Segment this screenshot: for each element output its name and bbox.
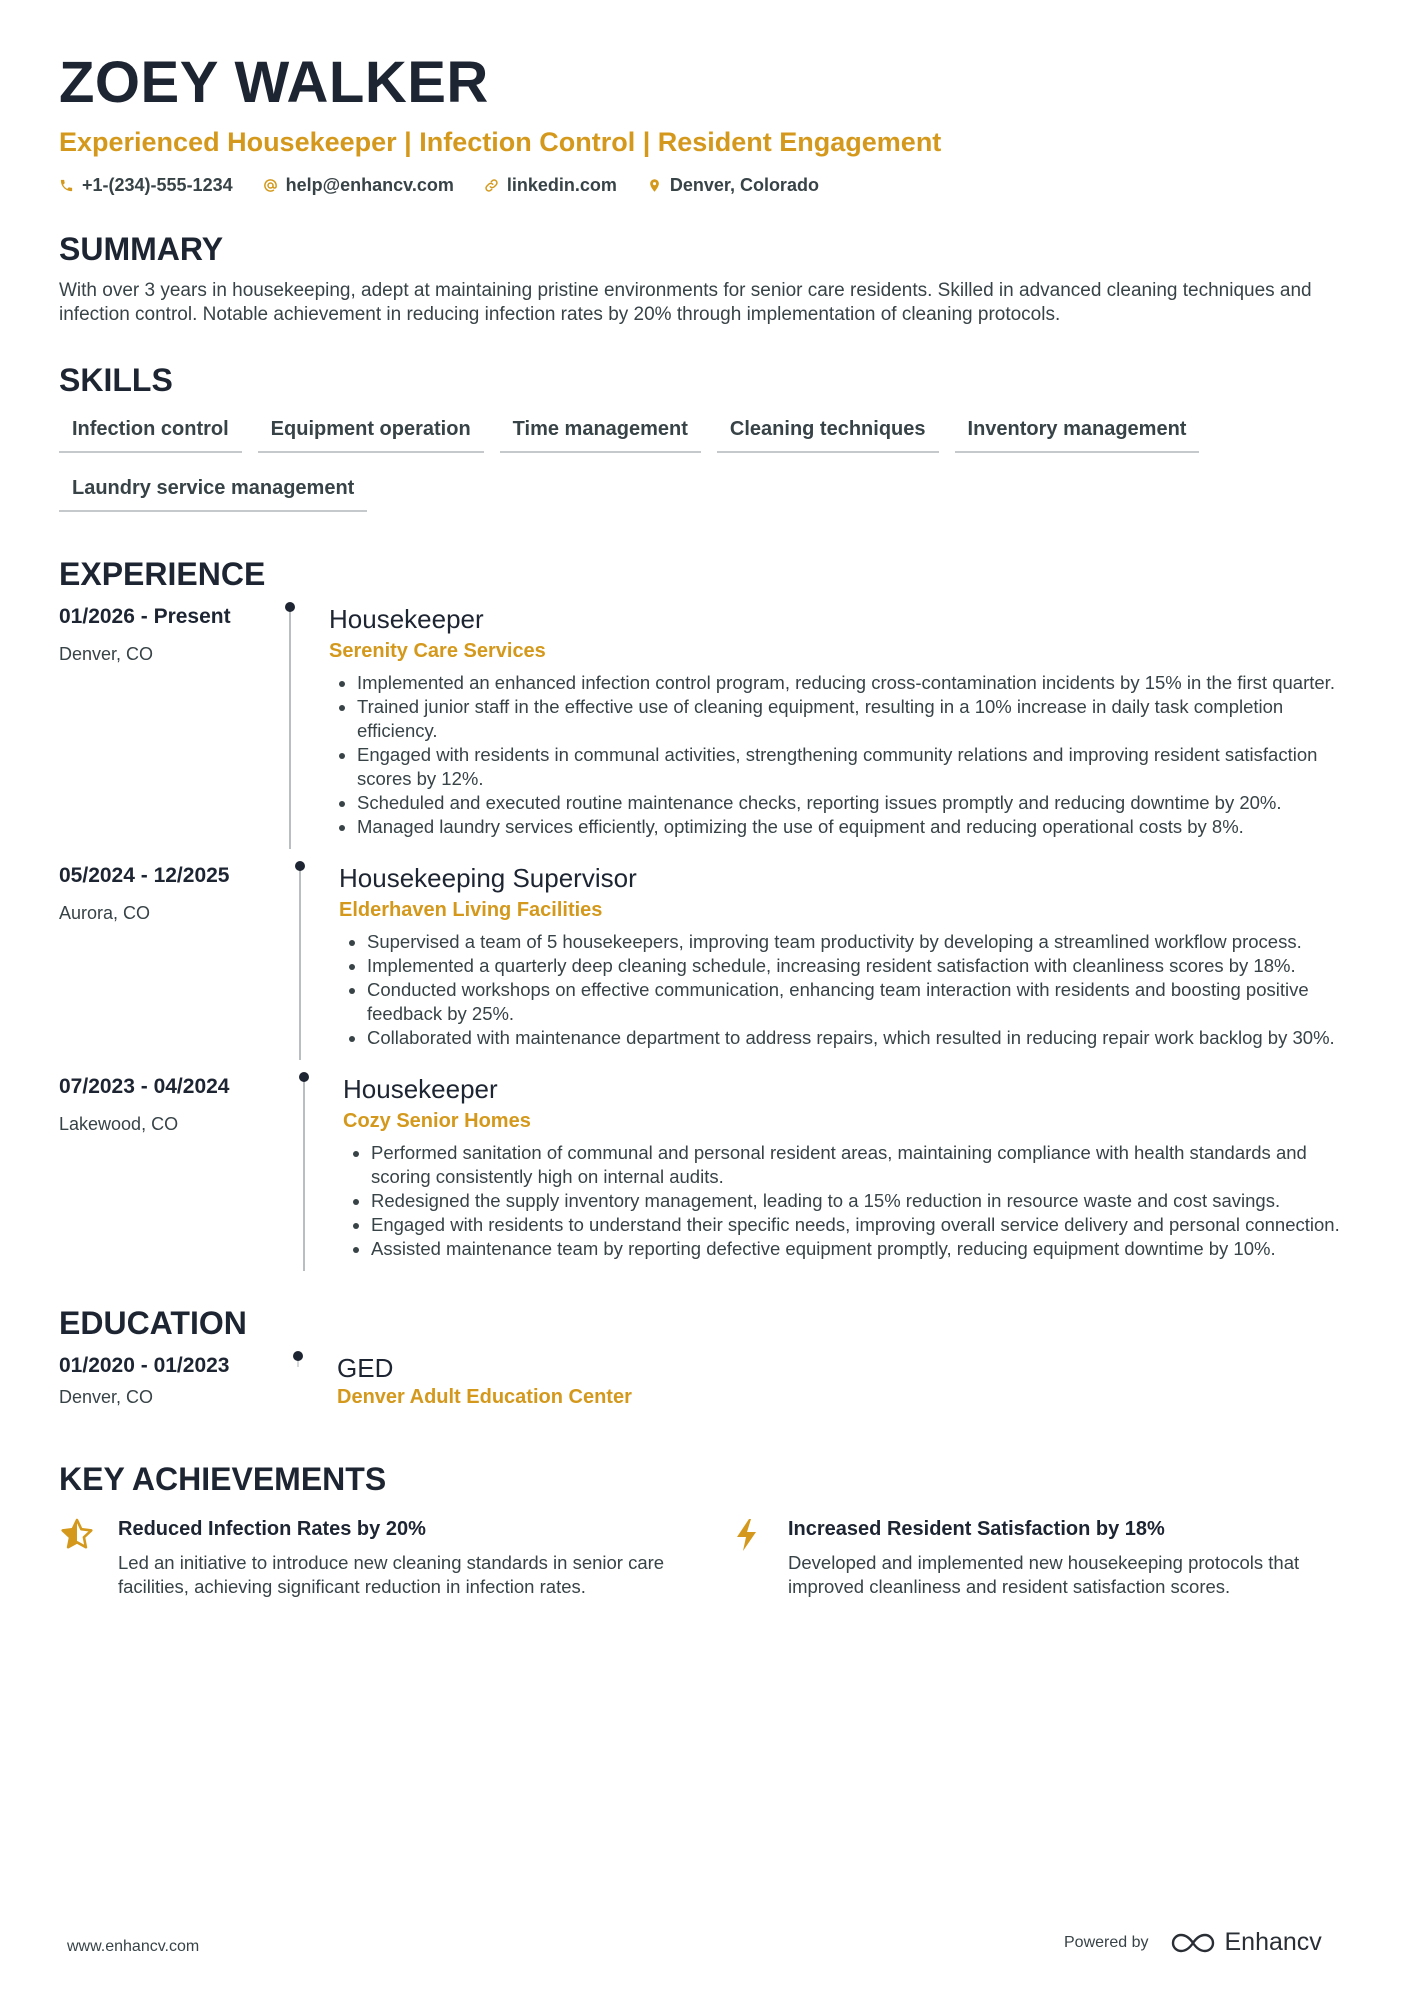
- bullet-item: • Scheduled and executed routine maintenance checks, reporting issues promptly and reducing downtime by 20%.: [357, 791, 1359, 815]
- powered-by-label: Powered by: [1064, 1933, 1149, 1951]
- experience-bullets: [329, 671, 1359, 839]
- phone-icon: [59, 178, 74, 193]
- experience-location: Aurora, CO: [59, 903, 151, 924]
- location-pin-icon: [647, 178, 662, 193]
- experience-meta: [59, 604, 289, 849]
- timeline-line: [299, 863, 301, 1060]
- achievement-title: Increased Resident Satisfaction by 18%: [788, 1518, 1165, 1541]
- skill-tag: Infection control: [59, 414, 242, 453]
- footer-website[interactable]: www.enhancv.com: [67, 1938, 200, 1955]
- achievement-description: Developed and implemented new housekeeping protocols that improved cleanliness and resident satisfaction scores.: [788, 1552, 1300, 1598]
- star-icon: [59, 1517, 95, 1553]
- contact-website[interactable]: [484, 175, 617, 196]
- achievement-icon-wrap: [59, 1517, 97, 1599]
- experience-role: Housekeeper: [329, 604, 484, 635]
- candidate-headline: Experienced Housekeeper | Infection Control | Resident Engagement: [59, 127, 942, 157]
- skill-tag: Inventory management: [955, 414, 1200, 453]
- experience-details: [305, 1074, 1359, 1271]
- achievements-heading: KEY ACHIEVEMENTS: [59, 1461, 387, 1498]
- experience-item: [59, 1074, 1359, 1271]
- email-text: help@enhancv.com: [285, 175, 454, 196]
- achievement-title: Reduced Infection Rates by 20%: [118, 1518, 426, 1541]
- experience-company: Elderhaven Living Facilities: [339, 899, 603, 922]
- experience-meta: [59, 1074, 289, 1271]
- contact-location: [647, 175, 819, 196]
- bullet-item: • Redesigned the supply inventory management, leading to a 15% reduction in resource waste and cost savings.: [371, 1189, 1359, 1213]
- lightning-icon: [729, 1517, 765, 1553]
- experience-role: Housekeeper: [343, 1074, 498, 1105]
- bullet-item: • Conducted workshops on effective communication, enhancing team interaction with residents and boosting positive feedback by 25%.: [367, 978, 1359, 1026]
- experience-location: Lakewood, CO: [59, 1114, 179, 1135]
- resume-page: [59, 40, 1359, 1599]
- summary-text: With over 3 years in housekeeping, adept at maintaining pristine environments for senior care residents. Skilled in advanced cleaning techniques and infection control. Notable achievement in reducing infection rates by 20% through implementation of cleaning protocols.: [59, 280, 1312, 326]
- experience-heading: EXPERIENCE: [59, 556, 266, 593]
- infinity-logo-icon: [1171, 1932, 1215, 1954]
- bullet-item: • Collaborated with maintenance department to address repairs, which resulted in reducing repair work backlog by 30%.: [367, 1026, 1359, 1050]
- achievement-icon-wrap: [729, 1517, 767, 1599]
- bullet-item: • Implemented an enhanced infection control program, reducing cross-contamination incidents by 15% in the first quarter.: [357, 671, 1359, 695]
- summary-heading: SUMMARY: [59, 231, 224, 268]
- education-degree: GED: [337, 1353, 394, 1384]
- education-details: [299, 1353, 1359, 1419]
- at-icon: [263, 178, 278, 193]
- experience-details: [301, 863, 1359, 1060]
- timeline-line: [297, 1353, 299, 1367]
- achievement-body: [118, 1517, 688, 1599]
- skill-tag: Time management: [500, 414, 701, 453]
- education-heading: EDUCATION: [59, 1305, 247, 1342]
- experience-meta: [59, 863, 289, 1060]
- experience-company: Cozy Senior Homes: [343, 1110, 531, 1133]
- achievement-item: [59, 1517, 689, 1599]
- bullet-item: • Trained junior staff in the effective use of cleaning equipment, resulting in a 10% increase in daily task completion efficiency.: [357, 695, 1359, 743]
- location-text: Denver, Colorado: [669, 175, 819, 196]
- experience-bullets: [339, 930, 1359, 1050]
- experience-location: Denver, CO: [59, 644, 154, 665]
- website-text: linkedin.com: [506, 175, 617, 196]
- skills-heading: SKILLS: [59, 362, 173, 399]
- experience-details: [291, 604, 1359, 849]
- experience-bullets: [343, 1141, 1359, 1261]
- bullet-item: • Implemented a quarterly deep cleaning schedule, increasing resident satisfaction with cleanliness scores by 18%.: [367, 954, 1359, 978]
- footer-powered: [1064, 1928, 1322, 1957]
- experience-company: Serenity Care Services: [329, 640, 546, 663]
- experience-date: 05/2024 - 12/2025: [59, 864, 230, 888]
- experience-role: Housekeeping Supervisor: [339, 863, 637, 894]
- bullet-item: • Engaged with residents to understand their specific needs, improving overall service delivery and personal connection.: [371, 1213, 1359, 1237]
- achievements-list: [59, 1517, 1359, 1599]
- bullet-item: • Supervised a team of 5 housekeepers, improving team productivity by developing a streamlined workflow process.: [367, 930, 1359, 954]
- phone-text: +1-(234)-555-1234: [82, 175, 233, 196]
- experience-list: [59, 604, 1359, 1271]
- timeline-line: [289, 604, 291, 849]
- candidate-name: ZOEY WALKER: [59, 50, 489, 115]
- bullet-item: • Performed sanitation of communal and personal resident areas, maintaining compliance with health standards and scoring consistently high on internal audits.: [371, 1141, 1359, 1189]
- education-school: Denver Adult Education Center: [337, 1386, 632, 1409]
- education-location: Denver, CO: [59, 1387, 154, 1408]
- link-icon: [484, 178, 499, 193]
- brand-name: Enhancv: [1224, 1928, 1322, 1956]
- skills-list: [59, 414, 1349, 512]
- experience-item: [59, 604, 1359, 849]
- education-meta: [59, 1353, 289, 1419]
- education-date: 01/2020 - 01/2023: [59, 1354, 230, 1378]
- achievement-item: [729, 1517, 1359, 1599]
- contact-bar: [59, 175, 1359, 196]
- achievement-body: [788, 1517, 1358, 1599]
- skill-tag: Equipment operation: [258, 414, 484, 453]
- achievement-description: Led an initiative to introduce new cleaning standards in senior care facilities, achieving significant reduction in infection rates.: [118, 1552, 665, 1598]
- experience-date: 07/2023 - 04/2024: [59, 1075, 230, 1099]
- bullet-item: • Managed laundry services efficiently, optimizing the use of equipment and reducing operational costs by 8%.: [357, 815, 1359, 839]
- skill-tag: Laundry service management: [59, 473, 367, 512]
- experience-date: 01/2026 - Present: [59, 605, 231, 629]
- brand-logo[interactable]: [1171, 1928, 1322, 1957]
- experience-item: [59, 863, 1359, 1060]
- timeline-line: [303, 1074, 305, 1271]
- contact-phone[interactable]: [59, 175, 233, 196]
- bullet-item: • Assisted maintenance team by reporting defective equipment promptly, reducing equipment downtime by 10%.: [371, 1237, 1359, 1261]
- skill-tag: Cleaning techniques: [717, 414, 939, 453]
- education-item: [59, 1353, 1359, 1419]
- bullet-item: • Engaged with residents in communal activities, strengthening community relations and improving resident satisfaction scores by 12%.: [357, 743, 1359, 791]
- contact-email[interactable]: [263, 175, 454, 196]
